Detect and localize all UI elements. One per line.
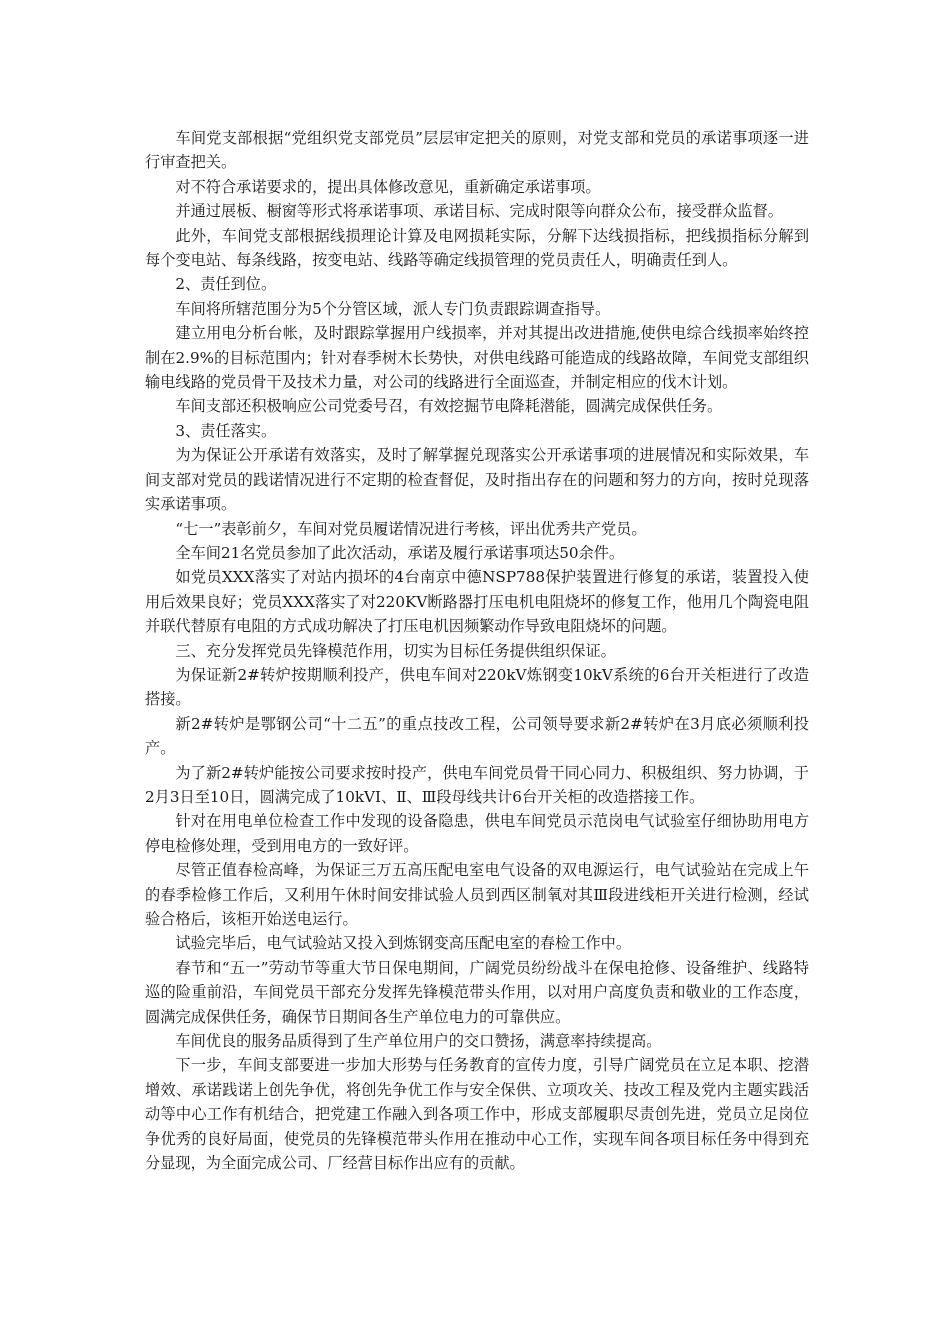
paragraph: 全车间21名党员参加了此次活动，承诺及履行承诺事项达50余件。 [175, 543, 625, 562]
paragraph: 并通过展板、橱窗等形式将承诺事项、承诺目标、完成时限等向群众公布，接受群众监督。 [175, 202, 783, 221]
paragraph: 试验完毕后，电气试验站又投入到炼钢变高压配电室的春检工作中。 [175, 934, 632, 953]
document-body [145, 126, 809, 1175]
paragraph: “七一”表彰前夕，车间对党员履诺情况进行考核，评出优秀共产党员。 [175, 519, 647, 538]
paragraph: 车间优良的服务品质得到了生产单位用户的交口赞扬，满意率持续提高。 [175, 1032, 662, 1051]
section-heading: 2、责任到位。 [175, 275, 277, 294]
paragraph: 为了新2#转炉能按公司要求按时投产，供电车间党员骨干同心同力、积极组织、努力协调，于2月3日至10日，圆满完成了10kVⅠ、Ⅱ、Ⅲ段母线共计6台开关柜的改造搭接工作。 [145, 763, 809, 806]
paragraph: 针对在用电单位检查工作中发现的设备隐患，供电车间党员示范岗电气试验室仔细协助用电方停电检修处理，受到用电方的一致好评。 [145, 812, 809, 855]
paragraph: 建立用电分析台帐，及时跟踪掌握用户线损率，并对其提出改进措施,使供电综合线损率始终控制在2.9%的目标范围内；针对春季树木长势快，对供电线路可能造成的线路故障，车间党支部组织输电线路的党员骨干及技术力量，对公司的线路进行全面巡查，并制定相应的伐木计划。 [145, 324, 809, 392]
paragraph: 对不符合承诺要求的，提出具体修改意见，重新确定承诺事项。 [175, 177, 601, 196]
paragraph: 为为保证公开承诺有效落实，及时了解掌握兑现落实公开承诺事项的进展情况和实际效果，车间支部对党员的践诺情况进行不定期的检查督促，及时指出存在的问题和努力的方向，按时兑现落实承诺事项。 [145, 446, 809, 514]
paragraph: 尽管正值春检高峰，为保证三万五高压配电室电气设备的双电源运行，电气试验站在完成上午的春季检修工作后，又利用午休时间安排试验人员到西区制氧对其Ⅲ段进线柜开关进行检测，经试验合格后，该柜开始送电运行。 [145, 861, 809, 928]
paragraph: 春节和“五一”劳动节等重大节日保电期间，广阔党员纷纷战斗在保电抢修、设备维护、线路特巡的险重前沿，车间党员干部充分发挥先锋模范带头作用，以对用户高度负责和敬业的工作态度，圆满完成保供任务，确保节日期间各生产单位电力的可靠供应。 [145, 958, 809, 1026]
paragraph: 车间支部还积极响应公司党委号召，有效挖掘节电降耗潜能，圆满完成保供任务。 [175, 397, 723, 416]
section-heading: 三、充分发挥党员先锋模范作用，切实为目标任务提供组织保证。 [175, 641, 616, 660]
paragraph: 车间党支部根据“党组织党支部党员”层层审定把关的原则，对党支部和党员的承诺事项逐一进行审查把关。 [145, 129, 809, 172]
paragraph: 如党员XXX落实了对站内损坏的4台南京中德NSP788保护装置进行修复的承诺，装置投入使用后效果良好；党员XXX落实了对220KV断路器打压电机电阻烧坏的修复工作，他用几个陶瓷电阻并联代替原有电阻的方式成功解决了打压电机因频繁动作导致电阻烧坏的问题。 [145, 568, 809, 636]
paragraph: 此外，车间党支部根据线损理论计算及电网损耗实际，分解下达线损指标，把线损指标分解到每个变电站、每条线路，按变电站、线路等确定线损管理的党员责任人，明确责任到人。 [145, 226, 809, 270]
paragraph: 车间将所辖范围分为5个分管区域，派人专门负责跟踪调查指导。 [175, 299, 611, 318]
paragraph: 下一步，车间支部要进一步加大形势与任务教育的宣传力度，引导广阔党员在立足本职、挖潜增效、承诺践诺上创先争优，将创先争优工作与安全保供、立项攻关、技改工程及党内主题实践活动等中心工作有机结合，把党建工作融入到各项工作中，形成支部履职尽责创先进，党员立足岗位争优秀的良好局面，使党员的先锋模范带头作用在推动中心工作，实现车间各项目标任务中得到充分显现，为全面完成公司、厂经营目标作出应有的贡献。 [145, 1056, 809, 1173]
section-heading: 3、责任落实。 [175, 421, 277, 440]
paragraph: 为保证新2#转炉按期顺利投产，供电车间对220kV炼钢变10kV系统的6台开关柜进行了改造搭接。 [145, 665, 809, 709]
paragraph: 新2#转炉是鄂钢公司“十二五”的重点技改工程，公司领导要求新2#转炉在3月底必须顺利投产。 [145, 714, 809, 758]
